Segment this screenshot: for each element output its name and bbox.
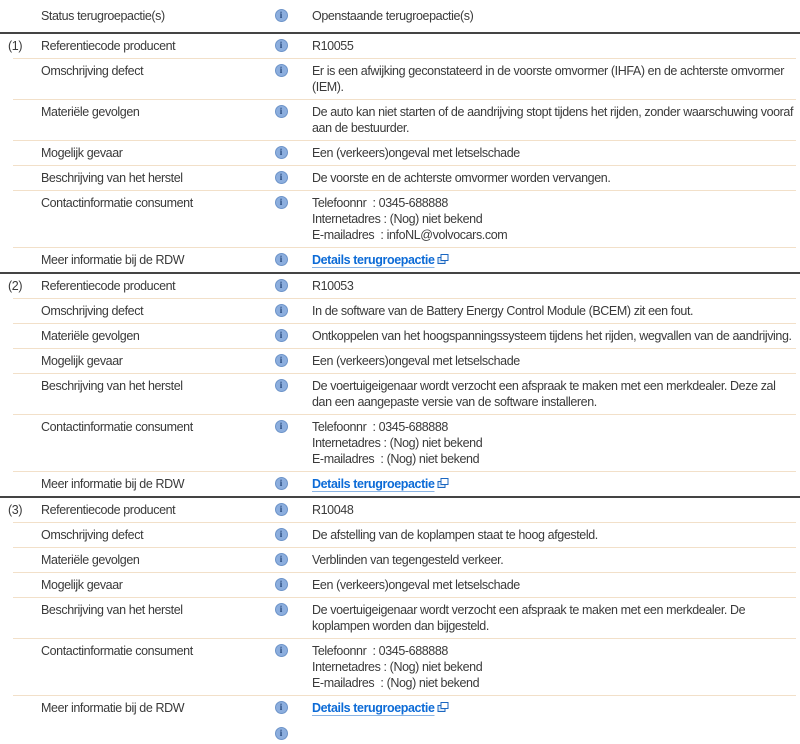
details-terugroepactie-link[interactable]: Details terugroepactie: [312, 253, 435, 267]
contact-phone: Telefoonnr : 0345-688888: [312, 420, 448, 434]
row-materiele-gevolgen: [0, 548, 800, 572]
row-label: Beschrijving van het herstel: [41, 603, 183, 617]
status-row: [0, 0, 800, 32]
contact-internet: Internetadres : (Nog) niet bekend: [312, 660, 483, 674]
row-value: De afstelling van de koplampen staat te hoog afgesteld.: [312, 528, 598, 542]
info-icon[interactable]: i: [275, 503, 288, 516]
info-icon[interactable]: i: [275, 253, 288, 266]
info-icon[interactable]: i: [275, 279, 288, 292]
row-referentiecode: [0, 34, 800, 58]
row-contactinformatie: [0, 639, 800, 695]
row-materiele-gevolgen: [0, 100, 800, 140]
info-icon[interactable]: i: [275, 528, 288, 541]
row-materiele-gevolgen: [0, 324, 800, 348]
contact-phone: Telefoonnr : 0345-688888: [312, 644, 448, 658]
info-icon[interactable]: i: [275, 701, 288, 714]
info-icon[interactable]: i: [275, 105, 288, 118]
row-label: Mogelijk gevaar: [41, 146, 123, 160]
row-mogelijk-gevaar: [0, 573, 800, 597]
section-number: (1): [8, 39, 23, 53]
row-contactinformatie: [0, 415, 800, 471]
row-omschrijving-defect: [0, 523, 800, 547]
info-icon[interactable]: i: [275, 727, 288, 740]
row-label: Referentiecode producent: [41, 279, 176, 293]
row-label: Contactinformatie consument: [41, 196, 193, 210]
info-icon[interactable]: i: [275, 146, 288, 159]
row-label: Materiële gevolgen: [41, 553, 140, 567]
row-value: R10053: [312, 279, 354, 293]
details-terugroepactie-link[interactable]: Details terugroepactie: [312, 477, 435, 491]
contact-email: E-mailadres : (Nog) niet bekend: [312, 676, 480, 690]
info-icon[interactable]: i: [275, 354, 288, 367]
contact-internet: Internetadres : (Nog) niet bekend: [312, 212, 483, 226]
info-icon[interactable]: i: [275, 171, 288, 184]
contact-info: [294, 195, 800, 243]
row-value: Een (verkeers)ongeval met letselschade: [312, 354, 520, 368]
cutoff-next-row: [0, 720, 800, 744]
row-label: Referentiecode producent: [41, 503, 176, 517]
row-label: Meer informatie bij de RDW: [41, 477, 185, 491]
contact-info: [294, 419, 800, 467]
external-link-icon: [437, 702, 449, 713]
info-icon[interactable]: i: [275, 9, 288, 22]
external-link-icon: [437, 478, 449, 489]
row-label: Mogelijk gevaar: [41, 578, 123, 592]
row-herstel: [0, 374, 800, 414]
row-omschrijving-defect: [0, 59, 800, 99]
contact-email: E-mailadres : (Nog) niet bekend: [312, 452, 480, 466]
row-value: Een (verkeers)ongeval met letselschade: [312, 146, 520, 160]
row-value: Ontkoppelen van het hoogspanningssysteem tijdens het rijden, wegvallen van de aandrijving.: [312, 329, 792, 343]
info-icon[interactable]: i: [275, 644, 288, 657]
row-label: Meer informatie bij de RDW: [41, 253, 185, 267]
details-terugroepactie-link[interactable]: Details terugroepactie: [312, 701, 435, 715]
status-value: Openstaande terugroepactie(s): [312, 9, 474, 23]
section-number: (3): [8, 503, 23, 517]
row-label: Omschrijving defect: [41, 64, 144, 78]
row-meer-informatie: [0, 248, 800, 272]
row-label: Omschrijving defect: [41, 528, 144, 542]
row-label: Mogelijk gevaar: [41, 354, 123, 368]
row-label: Referentiecode producent: [41, 39, 176, 53]
row-mogelijk-gevaar: [0, 141, 800, 165]
row-meer-informatie: [0, 696, 800, 720]
row-value: De voertuigeigenaar wordt verzocht een afspraak te maken met een merkdealer. De koplampen worden dan bijgesteld.: [312, 603, 746, 633]
row-referentiecode: [0, 274, 800, 298]
contact-phone: Telefoonnr : 0345-688888: [312, 196, 448, 210]
section-number: (2): [8, 279, 23, 293]
row-value: In de software van de Battery Energy Control Module (BCEM) zit een fout.: [312, 304, 694, 318]
row-meer-informatie: [0, 472, 800, 496]
row-label: Beschrijving van het herstel: [41, 171, 183, 185]
info-icon[interactable]: i: [275, 304, 288, 317]
info-icon[interactable]: i: [275, 64, 288, 77]
contact-internet: Internetadres : (Nog) niet bekend: [312, 436, 483, 450]
row-value: R10055: [312, 39, 354, 53]
row-contactinformatie: [0, 191, 800, 247]
row-value: R10048: [312, 503, 354, 517]
info-icon[interactable]: i: [275, 39, 288, 52]
info-icon[interactable]: i: [275, 329, 288, 342]
row-label: Contactinformatie consument: [41, 644, 193, 658]
row-label: Contactinformatie consument: [41, 420, 193, 434]
row-value: De voorste en de achterste omvormer worden vervangen.: [312, 171, 611, 185]
row-value: De auto kan niet starten of de aandrijving stopt tijdens het rijden, zonder waarschuwing vooraf aan de bestuurder.: [312, 105, 794, 135]
row-value: De voertuigeigenaar wordt verzocht een afspraak te maken met een merkdealer. Deze zal dan een aangepaste versie van de software installeren.: [312, 379, 776, 409]
info-icon[interactable]: i: [275, 553, 288, 566]
row-value: Verblinden van tegengesteld verkeer.: [312, 553, 504, 567]
info-icon[interactable]: i: [275, 578, 288, 591]
row-label: Omschrijving defect: [41, 304, 144, 318]
row-referentiecode: [0, 498, 800, 522]
row-value: Een (verkeers)ongeval met letselschade: [312, 578, 520, 592]
row-herstel: [0, 598, 800, 638]
row-label: Meer informatie bij de RDW: [41, 701, 185, 715]
row-label: Materiële gevolgen: [41, 329, 140, 343]
info-icon[interactable]: i: [275, 477, 288, 490]
status-label: Status terugroepactie(s): [41, 9, 165, 23]
external-link-icon: [437, 254, 449, 265]
row-herstel: [0, 166, 800, 190]
contact-info: [294, 643, 800, 691]
info-icon[interactable]: i: [275, 420, 288, 433]
row-value: Er is een afwijking geconstateerd in de voorste omvormer (IHFA) en de achterste omvormer (IEM).: [312, 64, 784, 94]
row-label: Beschrijving van het herstel: [41, 379, 183, 393]
info-icon[interactable]: i: [275, 603, 288, 616]
row-label: Materiële gevolgen: [41, 105, 140, 119]
info-icon[interactable]: i: [275, 196, 288, 209]
row-omschrijving-defect: [0, 299, 800, 323]
row-mogelijk-gevaar: [0, 349, 800, 373]
info-icon[interactable]: i: [275, 379, 288, 392]
contact-email: E-mailadres : infoNL@volvocars.com: [312, 228, 508, 242]
